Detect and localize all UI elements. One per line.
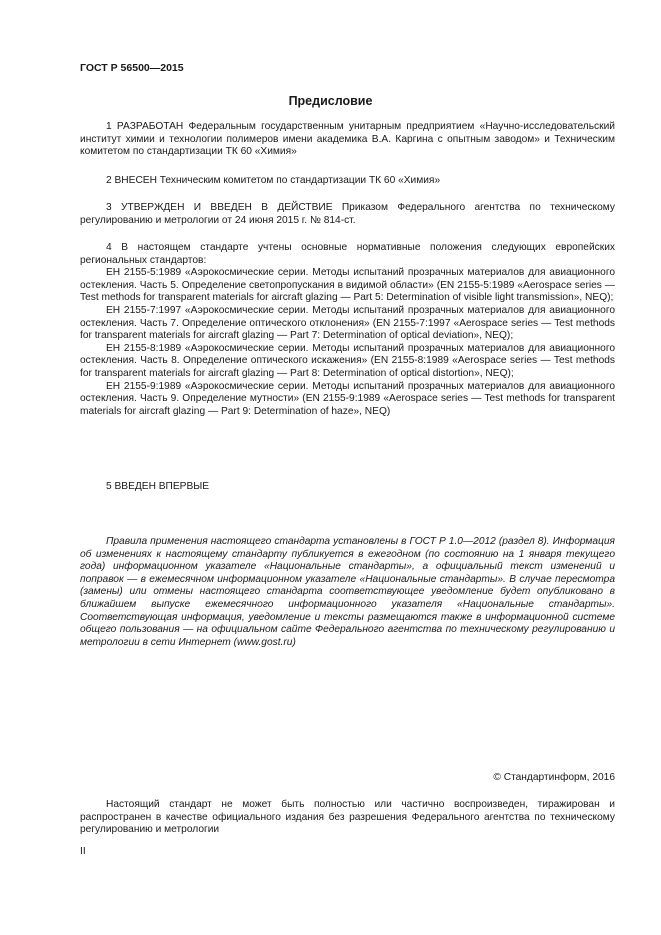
item-3	[80, 202, 615, 227]
rules-notice	[80, 536, 615, 649]
item-5	[80, 481, 615, 494]
page-number: II	[80, 846, 86, 857]
item-3-text: 3 УТВЕРЖДЕН И ВВЕДЕН В ДЕЙСТВИЕ Приказом Федерального агентства по техническому регулированию и метрологии от 24 июня 2015 г. № 814-ст.	[80, 202, 615, 226]
page-title: Предисловие	[288, 94, 373, 108]
item-2	[80, 175, 615, 188]
document-header: ГОСТ Р 56500—2015	[80, 62, 184, 74]
copyright: © Стандартинформ, 2016	[493, 772, 615, 783]
reproduction-notice	[80, 799, 615, 837]
reproduction-notice-text: Настоящий стандарт не может быть полностью или частично воспроизведен, тиражирован и распространен в качестве официального издания без разрешения Федерального агентства по техническому регулированию и метрологии	[80, 799, 615, 836]
item-2-text: 2 ВНЕСЕН Техническим комитетом по стандартизации ТК 60 «Химия»	[106, 175, 441, 186]
item-4	[80, 242, 615, 418]
item-4-intro: 4 В настоящем стандарте учтены основные нормативные положения следующих европейских региональных стандартов:	[80, 242, 615, 266]
rules-notice-text: Правила применения настоящего стандарта установлены в ГОСТ Р 1.0—2012 (раздел 8). Информация об изменениях к настоящему стандарту публикуется в ежегодном (по состоянию на 1 января текущего года) информационном указателе «Национальные стандарты», а официальный текст изменений и поправок — в ежемесячном информационном указателе «Национальные стандарты». В случае пересмотра (замены) или отмены настоящего стандарта соответствующее уведомление будет опубликовано в ближайшем выпуске ежемесячного информационного указателя «Национальные стандарты». Соответствующая информация, уведомление и тексты размещаются также в информационной системе общего пользования — на официальном сайте Федерального агентства по техническому регулированию и метрологии в сети Интернет (www.gost.ru)	[80, 536, 615, 648]
standard-entry: ЕН 2155-8:1989 «Аэрокосмические серии. Методы испытаний прозрачных материалов для авиационного остекления. Часть 8. Определение оптического искажения» (EN 2155-8:1989 «Aerospace series — Test methods for transparent materials for aircraft glazing — Part 8: Determination of optical distortion», NEQ);	[80, 342, 615, 379]
item-1-text: 1 РАЗРАБОТАН Федеральным государственным унитарным предприятием «Научно-исследовательский институт химии и технологии полимеров имени академика В.А. Каргина с опытным заводом» и Техническим комитетом по стандартизации ТК 60 «Химия»	[80, 121, 615, 158]
item-1	[80, 121, 615, 159]
standard-entry: ЕН 2155-9:1989 «Аэрокосмические серии. Методы испытаний прозрачных материалов для авиационного остекления. Часть 9. Определение мутности» (EN 2155-9:1989 «Aerospace series — Test methods for transparent materials for aircraft glazing — Part 9: Determination of haze», NEQ)	[80, 380, 615, 417]
standard-entry: ЕН 2155-5:1989 «Аэрокосмические серии. Методы испытаний прозрачных материалов для авиационного остекления. Часть 5. Определение светопропускания в видимой области» (EN 2155-5:1989 «Aerospace series — Test methods for transparent materials for aircraft glazing — Part 5: Determination of visible light transmission», NEQ);	[80, 267, 615, 304]
item-5-text: 5 ВВЕДЕН ВПЕРВЫЕ	[106, 481, 210, 492]
standard-entry: ЕН 2155-7:1997 «Аэрокосмические серии. Методы испытаний прозрачных материалов для авиационного остекления. Часть 7. Определение оптического отклонения» (EN 2155-7:1997 «Aerospace series — Test methods for transparent materials for aircraft glazing — Part 7: Determination of optical deviation», NEQ);	[80, 304, 615, 342]
